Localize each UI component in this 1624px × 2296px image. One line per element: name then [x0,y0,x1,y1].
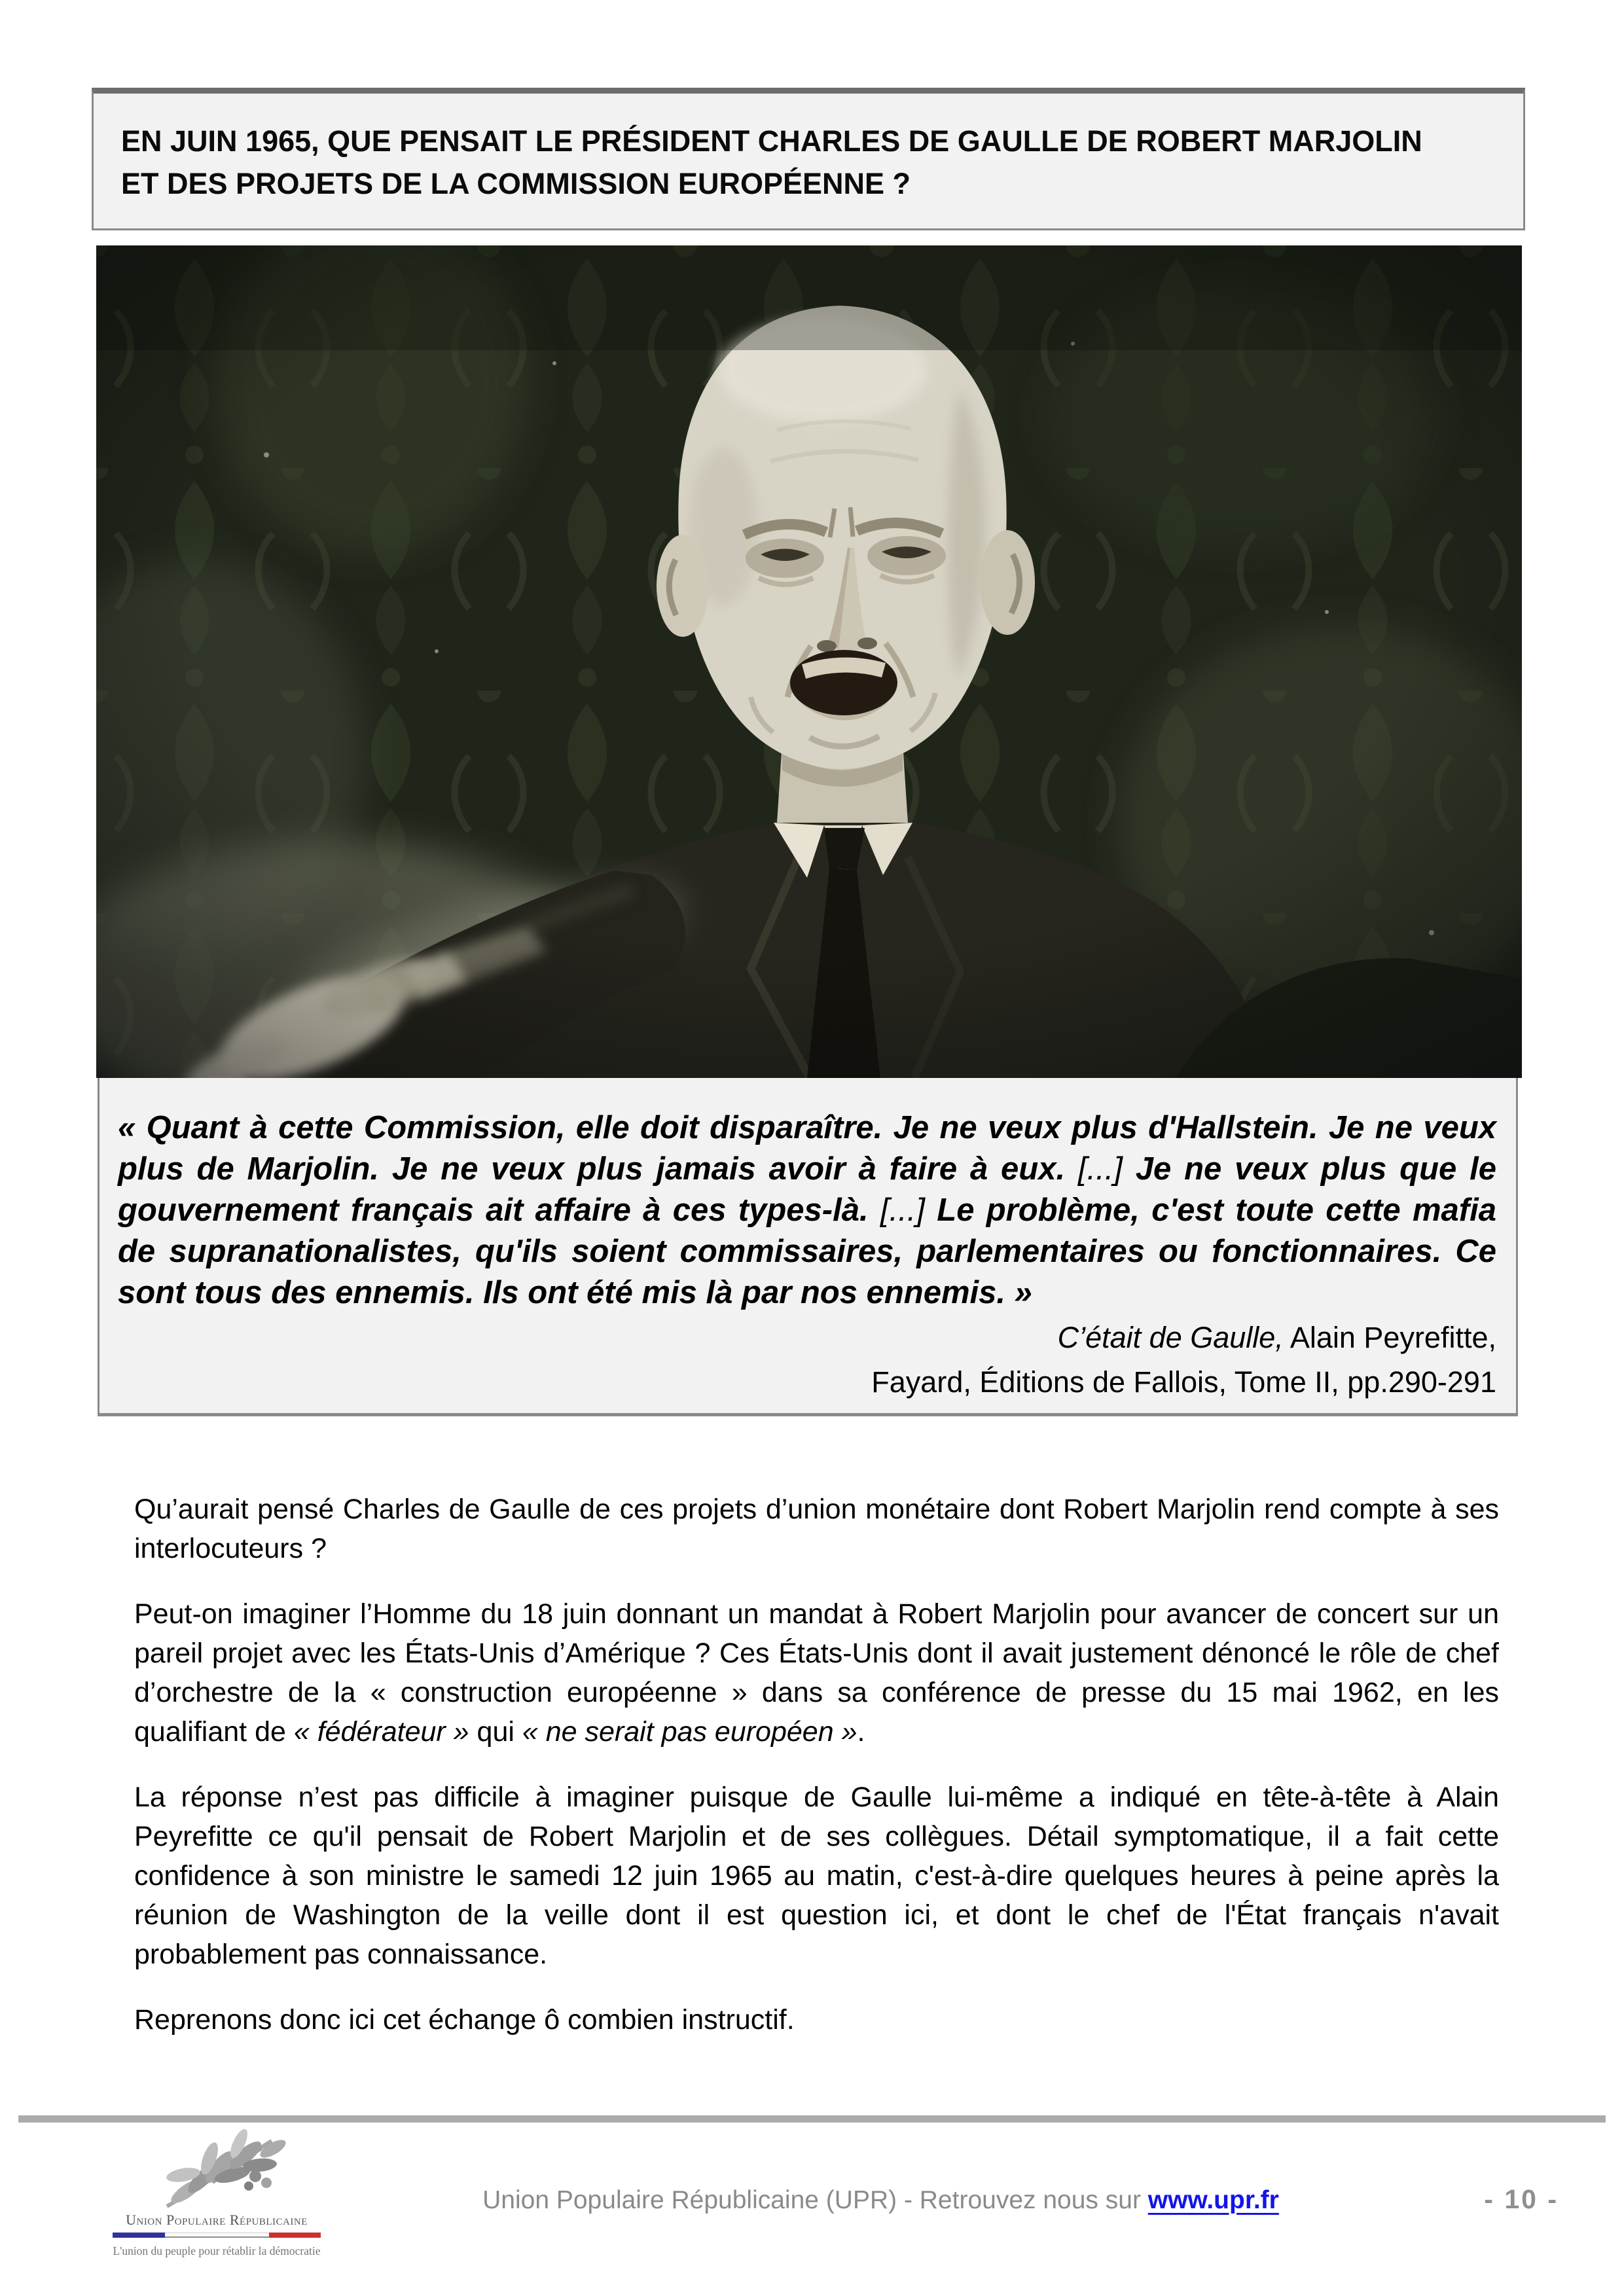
quote-text: « Quant à cette Commission, elle doit disparaître. Je ne veux plus d'Hallstein. Je ne veux plus de Marjolin. Je ne veux plus jamais avoir à faire à eux. [...] Je ne veux plus que le gouvernement français ait affaire à ces types-là. [...] Le problème, c'est toute cette mafia de supranationalistes, qu'ils soient commissaires, parlementaires ou fonctionnaires. Ce sont tous des ennemis. Ils ont été mis là par nos ennemis. » [118,1110,1496,1310]
upr-logo-tagline: L'union du peuple pour rétablir la démocratie [113,2244,321,2257]
article-body [92,1490,1525,2039]
degaulle-photo [96,245,1522,1078]
footer-text-label: Union Populaire Républicaine (UPR) - Retrouvez nous sur [482,2186,1148,2214]
footer-text [321,2129,1441,2216]
olive-branch-icon [147,2129,286,2209]
page-title: EN JUIN 1965, QUE PENSAIT LE PRÉSIDENT CHARLES DE GAULLE DE ROBERT MARJOLIN ET DES PROJETS DE LA COMMISSION EUROPÉENNE ? [121,124,1422,200]
upr-logo-name: Union Populaire Républicaine [126,2212,308,2228]
flag-white-segment [165,2233,269,2238]
footer-divider [18,2115,1606,2123]
body-paragraph-3: La réponse n’est pas difficile à imaginer puisque de Gaulle lui-même a indiqué en tête-à-tête à Alain Peyrefitte ce qu'il pensait de Robert Marjolin et de ses collègues. Détail symptomatique, il a fait cette confidence à son ministre le samedi 12 juin 1965 au matin, c'est-à-dire quelques heures à peine après la réunion de Washington de la veille dont il est question ici, et dont le chef de l'État français n'avait probablement pas connaissance. [134,1782,1499,1970]
quote-box [98,1075,1518,1416]
quote-source-title: C’était de Gaulle, [1057,1321,1284,1354]
quote-attribution-line1 [118,1318,1496,1358]
flag-red-segment [269,2233,321,2238]
upr-logo [113,2129,321,2258]
page-number: - 10 - [1484,2184,1559,2214]
flag-blue-segment [113,2233,165,2238]
body-paragraph-1: Qu’aurait pensé Charles de Gaulle de ces projets d’union monétaire dont Robert Marjolin rend compte à ses interlocuteurs ? [134,1494,1499,1564]
title-box [92,88,1525,230]
quote-attribution-line2: Fayard, Éditions de Fallois, Tome II, pp.290-291 [871,1365,1496,1399]
degaulle-photo-graphic [96,245,1522,1078]
french-flag-bar [113,2233,321,2238]
upr-website-link[interactable]: www.upr.fr [1147,2186,1279,2214]
body-paragraph-4: Reprenons donc ici cet échange ô combien instructif. [134,2004,795,2036]
page-footer [0,2115,1624,2258]
quote-source-author: Alain Peyrefitte, [1283,1321,1496,1354]
body-paragraph-2: Peut-on imaginer l’Homme du 18 juin donnant un mandat à Robert Marjolin pour avancer de concert sur un pareil projet avec les États-Unis d’Amérique ? Ces États-Unis dont il avait justement dénoncé le rôle de chef d’orchestre de la « construction européenne » dans sa conférence de presse du 15 mai 1962, en les qualifiant de « fédérateur » qui « ne serait pas européen ». [134,1598,1499,1748]
